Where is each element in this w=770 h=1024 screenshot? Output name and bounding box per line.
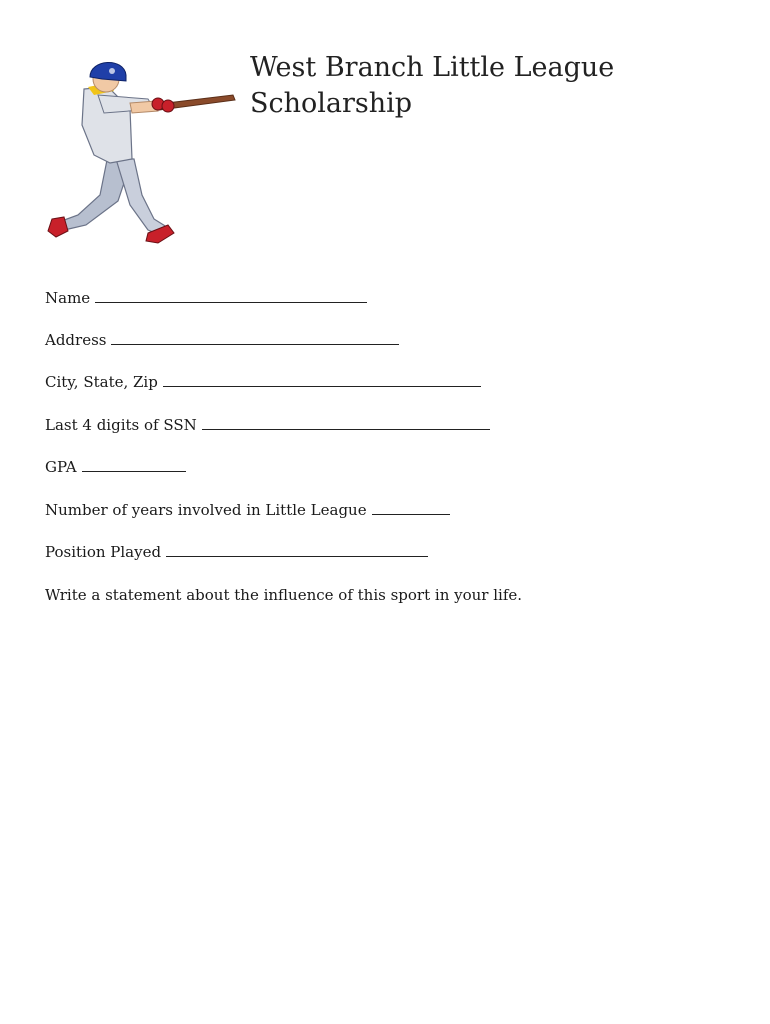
page-title bbox=[250, 50, 614, 122]
years-blank[interactable] bbox=[372, 512, 450, 515]
statement-prompt: Write a statement about the influence of this sport in your life. bbox=[45, 586, 523, 604]
baseball-batter-icon bbox=[38, 55, 243, 250]
city-state-zip-blank[interactable] bbox=[163, 384, 481, 387]
ssn-label: Last 4 digits of SSN bbox=[45, 416, 197, 434]
name-label: Name bbox=[45, 289, 91, 307]
address-blank[interactable] bbox=[111, 342, 399, 345]
title-line-2: Scholarship bbox=[250, 88, 413, 119]
position-blank[interactable] bbox=[166, 554, 428, 557]
ssn-field[interactable] bbox=[45, 415, 490, 435]
ssn-blank[interactable] bbox=[202, 427, 490, 430]
address-label: Address bbox=[45, 331, 107, 349]
city-state-zip-field[interactable] bbox=[45, 372, 481, 392]
position-field[interactable] bbox=[45, 542, 428, 562]
address-field[interactable] bbox=[45, 330, 399, 350]
gpa-label: GPA bbox=[45, 458, 77, 476]
city-state-zip-label: City, State, Zip bbox=[45, 373, 158, 391]
years-field[interactable] bbox=[45, 500, 450, 520]
position-label: Position Played bbox=[45, 543, 162, 561]
name-field[interactable] bbox=[45, 288, 367, 308]
name-blank[interactable] bbox=[95, 300, 367, 303]
gpa-blank[interactable] bbox=[82, 469, 186, 472]
gpa-field[interactable] bbox=[45, 457, 186, 477]
years-label: Number of years involved in Little League bbox=[45, 501, 367, 519]
title-line-1: West Branch Little League bbox=[250, 52, 615, 83]
